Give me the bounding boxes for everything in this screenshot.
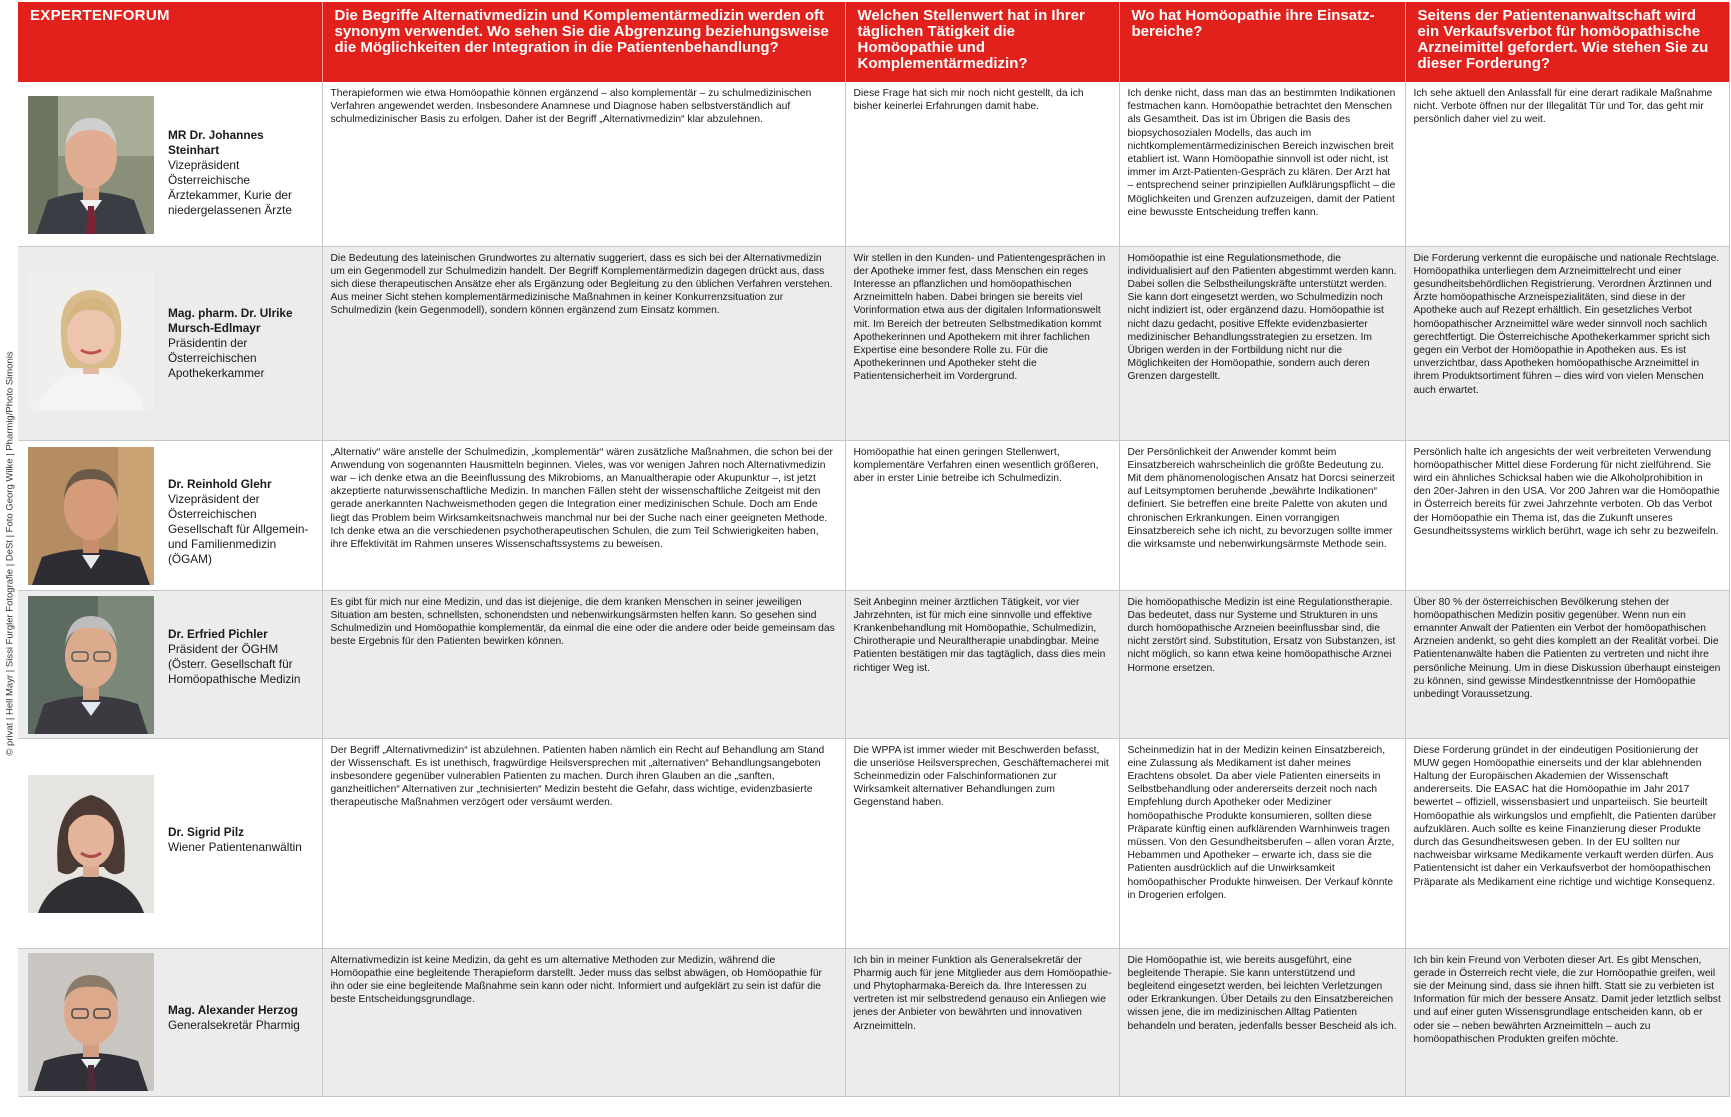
- answer-q1: Therapieformen wie etwa Homöopathie können ergänzend – also komplementär – zu schulmedizinischen Verfahren angewendet werden. Insbesondere Anamnese und Diagnose haben selbstverständlich auf schulmedizinischer Basis zu erfolgen. Daher ist der Begriff „Alternativmedizin“ klar abzulehnen.: [322, 82, 845, 246]
- answer-q4: Über 80 % der österreichischen Bevölkerung stehen der homöopathischen Medizin positiv gegenüber. Wenn nun ein ernannter Anwalt der Patienten ein Verbot der homöopathischen Arzneien andenkt, so geht dies komplett an der Realität vorbei. Die Patientenanwälte haben die Patienten zu vertreten und nicht ihre persönliche Meinung. Um in diese Diskussion überhaupt einsteigen zu können, sind gewisse Mindestkenntnisse der Homöopathie unbedingt Voraussetzung.: [1405, 590, 1729, 738]
- question-2: Welchen Stellenwert hat in Ihrer täglichen Tätigkeit die Homöopathie und Komplementärmedizin?: [845, 2, 1119, 82]
- expert-person: [18, 948, 322, 1096]
- expert-role: Präsidentin der Österreichischen Apothekerkammer: [168, 335, 265, 380]
- expert-person: [18, 440, 322, 590]
- question-3: Wo hat Homöopathie ihre Einsatz-bereiche?: [1119, 2, 1405, 82]
- section-title: EXPERTENFORUM: [18, 2, 322, 82]
- answer-q3: Die Homöopathie ist, wie bereits ausgeführt, eine begleitende Therapie. Sie kann unterstützend und begleitend eingesetzt werden, bei leichten Verletzungen oder Erkrankungen. Über Details zu den Einsatzbereichen wissen jene, die im medizinischen Alltag Patienten behandeln und beraten, jedenfalls besser Bescheid als ich.: [1119, 948, 1405, 1096]
- header-row: [18, 2, 1729, 82]
- portrait-photo: [28, 953, 154, 1091]
- answer-q3: Ich denke nicht, dass man das an bestimmten Indikationen festmachen kann. Homöopathie betrachtet den Menschen als Gesamtheit. Das ist im Übrigen die Basis des biopsychosozialen Modells, das auch im nichtkomplementärmedizinischen Bereich inzwischen breit etabliert ist. Wann Homöopathie sinnvoll ist oder nicht, ist immer im Arzt-Patienten-Gespräch zu klären. Der Arzt hat – entsprechend seiner prinzipiellen Aufklärungspflicht – die Möglichkeiten und Grenzen aufzuzeigen, damit der Patient eine bewusste Entscheidung treffen kann.: [1119, 82, 1405, 246]
- expert-role: Präsident der ÖGHM (Österr. Gesellschaft für Homöopathische Medizin: [168, 641, 301, 686]
- expert-role: Vizepräsident Österreichische Ärztekammer, Kurie der niedergelassenen Ärzte: [168, 158, 292, 217]
- answer-q2: Die WPPA ist immer wieder mit Beschwerden befasst, die unseriöse Heilsversprechen, Geschäftemacherei mit Scheinmedizin oder Falschinformationen zur Wirksamkeit alternativer Behandlungen zum Gegenstand haben.: [845, 738, 1119, 948]
- expert-name: Mag. pharm. Dr. Ulrike Mursch-Edlmayr: [168, 305, 293, 335]
- answer-q3: Homöopathie ist eine Regulationsmethode, die individualisiert auf den Patienten abgestimmt werden kann. Dabei sollen die Selbstheilungskräfte unterstützt werden. Sie kann dort eingesetzt werden, wo Schulmedizin noch nicht indiziert ist, oder ergänzend dazu. Homöopathie ist nicht dazu gedacht, positive Effekte evidenzbasierter medizinischer Behandlungsstrategien zu ersetzen. Im Übrigen werden in der Fortbildung nicht nur die Möglichkeiten der Homöopathie, sondern auch deren Grenzen dargestellt.: [1119, 246, 1405, 440]
- expert-row: [18, 948, 1729, 1096]
- expert-name: MR Dr. Johannes Steinhart: [168, 128, 264, 157]
- portrait-photo: [28, 447, 154, 585]
- answer-q4: Ich sehe aktuell den Anlassfall für eine derart radikale Maßnahme nicht. Verbote öffnen nur der Illegalität Tür und Tor, das geht mir persönlich daher viel zu weit.: [1405, 82, 1729, 246]
- expert-row: [18, 82, 1729, 246]
- answer-q1: Es gibt für mich nur eine Medizin, und das ist diejenige, die dem kranken Menschen in seiner jeweiligen Situation am besten, schnellsten, schonendsten und nebenwirkungsärmsten helfen kann. So gesehen sind Schulmedizin und Homöopathie komplementär, da einmal die eine oder die andere oder beide gemeinsam das beste Ergebnis für den Patienten bewirken können.: [322, 590, 845, 738]
- portrait-photo: [28, 596, 154, 734]
- expert-person: [18, 590, 322, 738]
- expert-person: [18, 246, 322, 440]
- answer-q4: Die Forderung verkennt die europäische und nationale Rechtslage. Homöopathika unterliegen dem Arzneimittelrecht und einer gesundheitsbehördlichen Registrierung. Verordnen Ärztinnen und Ärzte homöopathische Arzneispezialitäten, sind diese in der Apotheke auch auf Rezept erhältlich. Ein gesetzliches Verbot homöopathischer Arzneimittel wäre weder sinnvoll noch sachlich gerechtfertigt. Die Österreichische Apothekerkammer spricht sich gegen ein Verbot der Homöopathie in Apotheken aus. Es ist unverzichtbar, dass Apotheken homöopathische Arzneimittel in ihrem Produktsortiment führen – dies wird von vielen Menschen auch erwartet.: [1405, 246, 1729, 440]
- answer-q2: Wir stellen in den Kunden- und Patientengesprächen in der Apotheke immer fest, dass Menschen ein reges Interesse an pflanzlichen und homöopathischen Arzneimitteln haben. Dabei bringen sie bereits viel Vorinformation etwa aus der digitalen Informationswelt mit. Im Bereich der betreuten Selbstmedikation kommt Apothekerinnen und Apothekern mit ihrer fachlichen Expertise eine besondere Rolle zu. Für die Apothekerinnen und Apotheker steht die Patientensicherheit im Vordergrund.: [845, 246, 1119, 440]
- expert-row: [18, 738, 1729, 948]
- portrait-photo: [28, 272, 154, 410]
- answer-q1: Die Bedeutung des lateinischen Grundwortes zu alternativ suggeriert, dass es sich bei der Alternativmedizin um ein Gegenmodell zur Schulmedizin handelt. Der Begriff Komplementärmedizin dagegen drückt aus, dass sich diese therapeutischen Ansätze eher als Ergänzung oder Begleitung zu den üblichen Verfahren verstehen. Aus meiner Sicht stehen komplementärmedizinische Maßnahmen in keiner Konkurrenzsituation zur Schulmedizin (kein Gegenmodell), sondern können ergänzend zum Einsatz kommen.: [322, 246, 845, 440]
- expert-row: [18, 246, 1729, 440]
- expert-forum-table: [18, 2, 1730, 1097]
- answer-q2: Homöopathie hat einen geringen Stellenwert, komplementäre Verfahren einen wesentlich größeren, aber in erster Linie betreibe ich Schulmedizin.: [845, 440, 1119, 590]
- answer-q4: Diese Forderung gründet in der eindeutigen Positionierung der MUW gegen Homöopathie einerseits und der klar ablehnenden Haltung der Europäischen Akademien der Wissenschaft andererseits. Die EASAC hat die Homöopathie im Jahr 2017 bewertet – offiziell, wissensbasiert und unparteiisch. Sie beurteilt Homöopathie als wirkungslos und empfiehlt, die Patienten darüber aufzuklären. Auch sollte es keine Finanzierung dieser Produkte durch das Gesundheitswesen geben. In der EU sollten nur nachweisbar wirksame Medikamente verkauft werden dürfen. Aus Patientensicht ist daher ein Verkaufsverbot der homöopathischen Präparate als Medikament eine richtige und wichtige Konsequenz.: [1405, 738, 1729, 948]
- answer-q2: Seit Anbeginn meiner ärztlichen Tätigkeit, vor vier Jahrzehnten, ist für mich eine sinnvolle und effektive Krankenbehandlung mit Homöopathie, Schulmedizin, Chirotherapie und Neuraltherapie unabdingbar. Meine Patienten bestätigen mir das tagtäglich, dass dies mein richtiger Weg ist.: [845, 590, 1119, 738]
- portrait-photo: [28, 96, 154, 234]
- answer-q4: Persönlich halte ich angesichts der weit verbreiteten Verwendung homöopathischer Mittel diese Forderung für nicht zielführend. Sie wird ein ähnliches Schicksal haben wie die Alkoholprohibition in den 20er-Jahren in den USA. Vor 200 Jahren war die Homöopathie in Österreich bereits für zwei Jahrzehnte verboten. Ob das Verbot der Homöopathie ein Thema ist, das die Zukunft unseres Gesundheitssystems wirklich berührt, wage ich sehr zu bezweifeln.: [1405, 440, 1729, 590]
- question-4: Seitens der Patientenanwaltschaft wird ein Verkaufsverbot für homöopathische Arzneimittel gefordert. Wie stehen Sie zu dieser Forderung?: [1405, 2, 1729, 82]
- question-1: Die Begriffe Alternativmedizin und Komplementärmedizin werden oft synonym verwendet. Wo sehen Sie die Abgrenzung beziehungsweise die Möglichkeiten der Integration in die Patientenbehandlung?: [322, 2, 845, 82]
- answer-q1: „Alternativ“ wäre anstelle der Schulmedizin, „komplementär“ wären zusätzliche Maßnahmen, die schon bei der Anwendung von sogenannten Hausmitteln beginnen. Vieles, was vor wenigen Jahren noch Alternativmedizin war – ich denke etwa an die Beeinflussung des Mikrobioms, an Manualtherapie oder Akupunktur –, ist jetzt akzeptierte naturwissenschaftliche Medizin. In manchen Fällen steht der wissenschaftliche Zeitgeist mit den gerade anerkannten Nachweismethoden gegen die Integration einer medizinischen Schule. Doch am Ende liegt das Problem beim Wirksamkeitsnachweis manchmal nur bei der Suche nach einer geeigneten Methode. Ich denke etwa an die verschiedenen psychotherapeutischen Schulen, die zum Teil Schwierigkeiten haben, ihre Effektivität im Rahmen unseres Wissenschaftssystems zu beweisen.: [322, 440, 845, 590]
- portrait-photo: [28, 775, 154, 913]
- answer-q1: Der Begriff „Alternativmedizin“ ist abzulehnen. Patienten haben nämlich ein Recht auf Behandlung am Stand der Wissenschaft. Es ist unethisch, fragwürdige Heilsversprechen mit „alternativen“ Behandlungsangeboten insbesondere gegenüber vulnerablen Patienten zu machen. Durch ihren Glauben an die „sanften, ganzheitlichen“ Alternativen zur „technisierten“ Medizin besteht die Gefahr, dass wichtige, evidenzbasierte therapeutische Maßnahmen verzögert oder versäumt werden.: [322, 738, 845, 948]
- expert-name: Dr. Reinhold Glehr: [168, 476, 272, 491]
- expert-name: Dr. Sigrid Pilz: [168, 824, 245, 839]
- expert-role: Generalsekretär Pharmig: [168, 1017, 300, 1032]
- expert-row: [18, 440, 1729, 590]
- answer-q3: Der Persönlichkeit der Anwender kommt beim Einsatzbereich wahrscheinlich die größte Bedeutung zu. Mit dem phänomenologischen Ansatz hat Dorcsi seinerzeit auf Leitsymptomen beruhende „bewährte Indikationen“ definiert. Sie betreffen eine breite Palette von akuten und chronischen Erkrankungen. Einen vorrangigen Einsatzbereich sehe ich nicht, zu bevorzugen sollte immer die wirksamste und nebenwirkungsärmste Methode sein.: [1119, 440, 1405, 590]
- answer-q3: Scheinmedizin hat in der Medizin keinen Einsatzbereich, eine Zulassung als Medikament ist daher meines Erachtens obsolet. Da aber viele Patienten einerseits in Selbstbehandlung oder andererseits derzeit noch nach Empfehlung durch Apotheker oder Mediziner homöopathische Produkte konsumieren, sollten diese Präparate künftig einen aufklärenden Warnhinweis tragen müssen. Von den Gesundheitsberufen – allen voran Ärzte, Hebammen und Apotheker – erwarte ich, dass sie die Patienten ausdrücklich auf die Unwirksamkeit homöopathischer Produkte hinweisen. Der Verkauf könnte in Drogerien erfolgen.: [1119, 738, 1405, 948]
- expert-name: Dr. Erfried Pichler: [168, 626, 268, 641]
- expert-role: Wiener Patientenanwältin: [168, 839, 302, 854]
- answer-q1: Alternativmedizin ist keine Medizin, da geht es um alternative Methoden zur Medizin, während die Homöopathie eine begleitende Therapieform darstellt. Jeder muss das selbst abwägen, ob Homöopathie für ihn oder sie eine begleitende Maßnahme sein kann oder nicht. Informiert und aufgeklärt zu sein ist dafür die beste Entscheidungsgrundlage.: [322, 948, 845, 1096]
- expert-person: [18, 82, 322, 246]
- expert-role: Vizepräsident der Österreichischen Gesellschaft für Allgemein- und Familienmedizin (ÖGAM): [168, 491, 309, 566]
- answer-q2: Ich bin in meiner Funktion als Generalsekretär der Pharmig auch für jene Mitglieder aus dem Homöopathie- und Phytopharmaka-Bereich da. Ihre Interessen zu vertreten ist mir selbstredend genauso ein Anliegen wie jenes der Anbieter von bewährten und innovativen Arzneimitteln.: [845, 948, 1119, 1096]
- expert-person: [18, 738, 322, 948]
- answer-q2: Diese Frage hat sich mir noch nicht gestellt, da ich bisher keinerlei Erfahrungen damit habe.: [845, 82, 1119, 246]
- answer-q4: Ich bin kein Freund von Verboten dieser Art. Es gibt Menschen, gerade in Österreich recht viele, die zur Homöopathie greifen, weil sie der Meinung sind, dass sie ihnen hilft. Statt sie zu verbieten ist Information für mich der bessere Ansatz. Damit jeder letztlich selbst und auf einer guten Wissensgrundlage entscheiden kann, ob er oder sie – neben bewährten Arzneimitteln – auch zu homöopathischen Produkten greifen möchte.: [1405, 948, 1729, 1096]
- answer-q3: Die homöopathische Medizin ist eine Regulationstherapie. Das bedeutet, dass nur Systeme und Strukturen in uns durch homöopathische Arzneien beeinflussbar sind, die nicht zerstört sind. Substitution, Ersatz von Substanzen, ist nicht möglich, so kann etwa keine homöopathische Arznei Hormone ersetzen.: [1119, 590, 1405, 738]
- expert-name: Mag. Alexander Herzog: [168, 1002, 299, 1017]
- photo-credit: © privat | Hell Mayr | Sissi Furgler Fotografie | DeSt | Foto Georg Wilke | Pharmig/Photo Simonis: [4, 351, 16, 756]
- expert-row: [18, 590, 1729, 738]
